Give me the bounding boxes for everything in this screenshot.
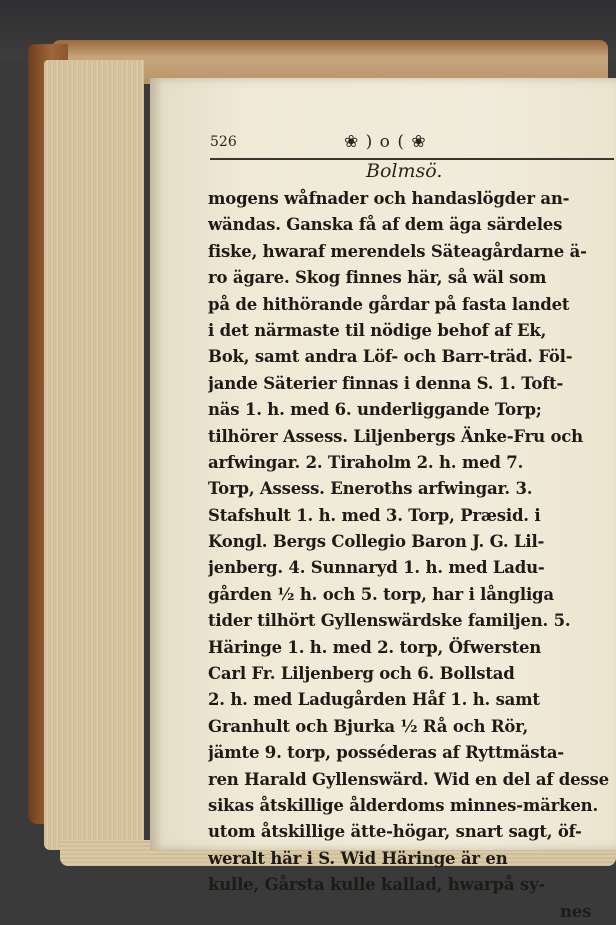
page-header (210, 134, 616, 156)
text-line: 2. h. med Ladugården Håf 1. h. samt (208, 690, 540, 710)
text-line: Häringe 1. h. med 2. torp, Öfwersten (208, 637, 542, 657)
header-ornament: ❀ ) o ( ❀ (344, 132, 427, 152)
text-line: ro ägare. Skog finnes här, så wäl som (208, 268, 547, 288)
text-line: Bok, samt andra Löf- och Barr-träd. Föl- (208, 347, 573, 367)
text-line: jämte 9. torp, posséderas af Ryttmästa- (208, 743, 564, 763)
text-line: tider tilhört Gyllenswärdske familjen. 5. (208, 611, 571, 631)
text-line: jenberg. 4. Sunnaryd 1. h. med Ladu- (208, 558, 545, 578)
text-line: mogens wåfnader och handaslögder an- (208, 189, 570, 208)
text-line: arfwingar. 2. Tiraholm 2. h. med 7. (208, 452, 524, 472)
text-line: Stafshult 1. h. med 3. Torp, Præsid. i (208, 505, 541, 525)
text-line: gården ½ h. och 5. torp, har i långliga (208, 584, 554, 604)
text-line: i det närmaste til nödige behof af Ek, (208, 320, 547, 340)
text-line: Carl Fr. Liljenberg och 6. Bollstad (208, 664, 515, 684)
text-line: på de hithörande gårdar på fasta landet (208, 294, 570, 314)
text-line: utom åtskillige ätte-högar, snart sagt, öf- (208, 822, 582, 842)
text-line: Granhult och Bjurka ½ Rå och Rör, (208, 716, 528, 736)
text-line: Kongl. Bergs Collegio Baron J. G. Lil- (208, 532, 545, 552)
running-title: Bolmsö. (366, 160, 443, 182)
text-line: ren Harald Gyllenswärd. Wid en del af desse (208, 769, 609, 789)
text-line: näs 1. h. med 6. underliggande Torp; (208, 400, 542, 420)
text-line: weralt här i S. Wid Häringe är en (208, 848, 508, 868)
text-line: tilhörer Assess. Liljenbergs Änke-Fru och (208, 426, 583, 446)
page-number: 526 (210, 134, 237, 150)
catchword: nes (560, 901, 592, 921)
text-line: kulle, Gårsta kulle kallad, hwarpå sy- (208, 875, 546, 895)
text-line: jande Säterier finnas i denna S. 1. Toft- (208, 373, 564, 393)
text-line: fiske, hwaraf merendels Säteagårdarne ä- (208, 241, 587, 261)
text-line: Torp, Assess. Eneroths arfwingar. 3. (208, 479, 533, 499)
text-line: sikas åtskillige ålderdoms minnes-märken. (208, 795, 598, 815)
text-line: wändas. Ganska få af dem äga särdeles (208, 215, 563, 235)
body-text (208, 186, 616, 925)
page-edges (44, 60, 144, 850)
